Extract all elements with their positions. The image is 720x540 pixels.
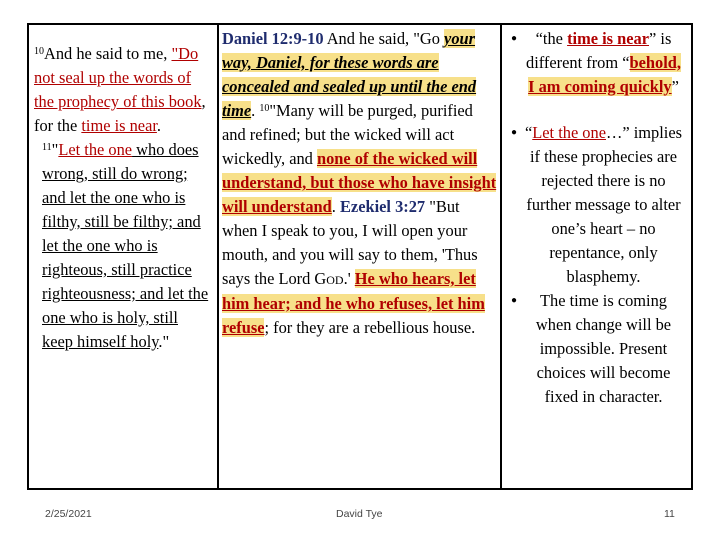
time-near-phrase: time is near [567, 29, 649, 48]
verse-text: "Many will be purged, purified and refined; but the wicked will act wickedly, and [222, 101, 473, 168]
behold-phrase: behold, I am coming quickly [528, 53, 681, 96]
note-text: ” [649, 29, 657, 48]
note-text: ” [671, 77, 679, 96]
bullet-item [506, 289, 685, 409]
verse-number: 10 [34, 46, 44, 57]
revelation-column [29, 25, 219, 488]
note-text: “ [524, 123, 533, 142]
bullet-text [522, 121, 685, 289]
verse-text: " [51, 140, 59, 159]
verse-text: who does wrong, still do wrong; and let the one who is filthy, still be filthy; and let the one who is righteous, still practice righteousness; and let the one who is holy, still keep himself holy [42, 140, 209, 351]
verse-text: . [331, 197, 336, 216]
note-text: “ [622, 53, 630, 72]
scripture-reference: Daniel 12:9-10 [222, 29, 324, 48]
bullet-item [506, 121, 685, 289]
small-caps-text: OD [326, 273, 344, 287]
note-text: “the [535, 29, 568, 48]
verse-text: ; for they are a rebellious house. [264, 318, 476, 337]
slide-date: 2/25/2021 [45, 508, 92, 520]
verse-text: And he said to me, [44, 44, 168, 63]
verse-number: 11 [42, 142, 52, 153]
verse-text: ." [158, 332, 170, 351]
verse-text: , for the [34, 92, 206, 135]
verse-text: "But when I speak to you, I will open your mouth, and you will say to them, 'Thus says the Lord G [222, 197, 478, 288]
highlighted-phrase: He who hears, let him hear; and he who refuses, let him refuse [222, 269, 485, 337]
let-the-one-phrase: Let the one [532, 123, 606, 142]
bullet-item [506, 27, 685, 99]
slide-author: David Tye [336, 508, 383, 520]
time-near-phrase: time is near [81, 116, 157, 135]
verse-text: And he said, "Go [323, 29, 445, 48]
verse-number: 10 [259, 103, 270, 114]
bullet-icon: ● [510, 295, 518, 306]
content-table [27, 23, 693, 490]
bullet-text [522, 27, 685, 99]
verse-11 [34, 138, 213, 354]
verse-text: . [251, 101, 256, 120]
notes-column [502, 25, 691, 488]
note-text: …” implies if these prophecies are rejected there is no further message to alter one’s heart – no repentance, only blasphemy. [526, 123, 683, 286]
verse-text: . [156, 116, 162, 135]
highlighted-phrase: your way, Daniel, for these words are concealed and sealed up until the end time [222, 29, 477, 120]
bullet-text: The time is coming when change will be impossible. Present choices will become fixed in character. [535, 291, 672, 406]
let-the-one-phrase: Let the one [58, 140, 133, 159]
scripture-reference: Ezekiel 3:27 [339, 197, 426, 216]
cross-reference-column [219, 25, 502, 488]
seal-phrase: "Do not seal up the words of the prophecy of this book [34, 44, 202, 111]
slide-number: 11 [664, 508, 675, 520]
highlighted-phrase: none of the wicked will understand, but those who have insight will understand [222, 149, 497, 216]
note-text: is different from [526, 29, 672, 72]
bullet-icon: ● [510, 127, 518, 138]
verse-text: .' [343, 269, 355, 288]
bullet-icon: ● [510, 33, 518, 44]
